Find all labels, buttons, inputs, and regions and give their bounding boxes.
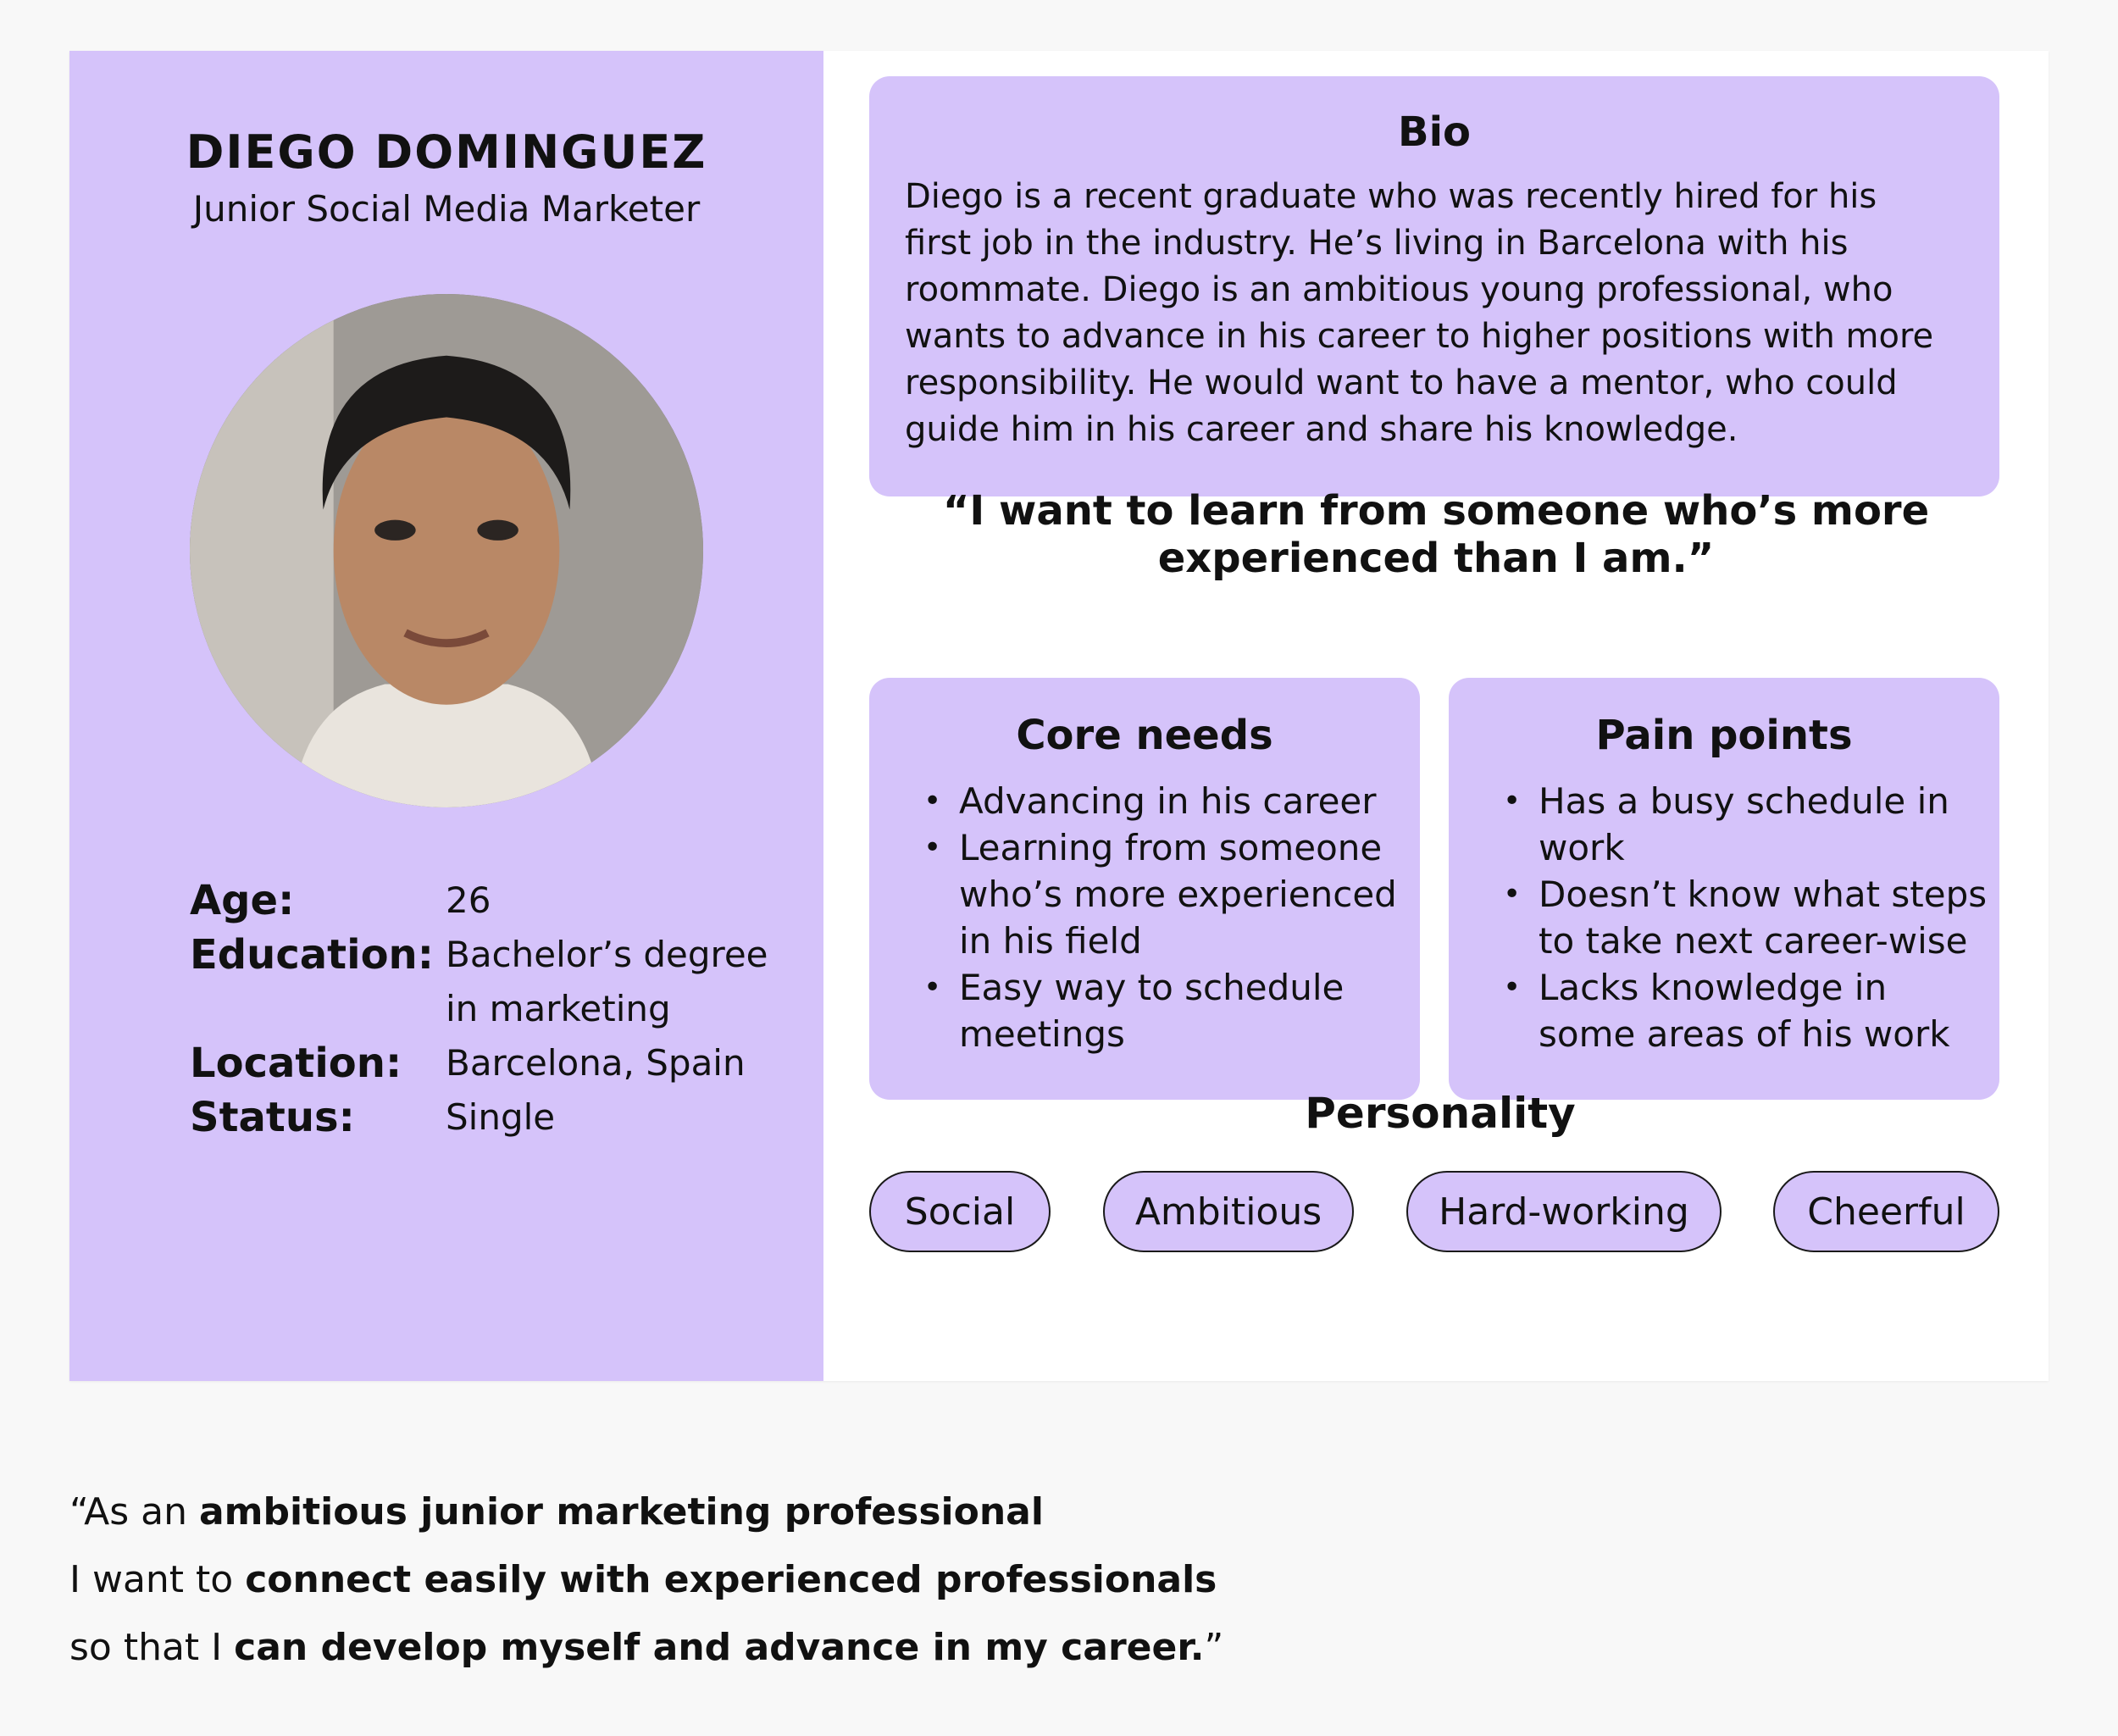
list-item bbox=[920, 964, 1397, 1057]
persona-quote bbox=[822, 487, 2050, 582]
persona-role: Junior Social Media Marketer bbox=[192, 188, 701, 230]
user-story-text: ” bbox=[1204, 1626, 1224, 1669]
list-item-text: • Advancing in his career bbox=[959, 780, 1377, 822]
bio-text bbox=[905, 174, 2006, 453]
bio-line: guide him in his career and share his knowledge. bbox=[905, 410, 1738, 449]
fact-value-education-line2: in marketing bbox=[446, 988, 671, 1029]
user-story-text: I want to bbox=[69, 1558, 246, 1601]
trait-pill-social: Social bbox=[869, 1171, 1051, 1252]
trait-pill-cheerful: Cheerful bbox=[1773, 1171, 1999, 1252]
bio-line: Diego is a recent graduate who was recently hired for his bbox=[905, 177, 1877, 216]
user-story-emphasis: ambitious junior marketing professional bbox=[198, 1490, 1044, 1534]
user-story-text: so that I bbox=[69, 1626, 235, 1669]
fact-value-status: Single bbox=[446, 1096, 556, 1138]
persona-photo bbox=[190, 294, 703, 807]
trait-pill-ambitious: Ambitious bbox=[1103, 1171, 1354, 1252]
quote-line: experienced than I am.” bbox=[1157, 535, 1715, 582]
bio-box bbox=[869, 76, 1999, 496]
fact-value-location: Barcelona, Spain bbox=[446, 1042, 746, 1084]
list-item bbox=[920, 824, 1397, 964]
user-story-line-1 bbox=[69, 1478, 1223, 1546]
bio-title: Bio bbox=[1397, 108, 1471, 156]
fact-label-location: Location: bbox=[190, 1040, 402, 1087]
personality-title: Personality bbox=[1305, 1089, 1576, 1138]
user-story-text: “As an bbox=[69, 1490, 199, 1534]
fact-label-age: Age: bbox=[190, 877, 295, 924]
user-story-line-3 bbox=[69, 1614, 1223, 1682]
list-item-text: in his field bbox=[959, 920, 1142, 962]
list-item-text: to take next career-wise bbox=[1539, 920, 1968, 962]
list-item bbox=[920, 778, 1397, 824]
fact-value-age: 26 bbox=[446, 879, 491, 921]
user-story-emphasis: connect easily with experienced professionals bbox=[245, 1558, 1217, 1601]
core-needs-box bbox=[869, 678, 1420, 1100]
list-item-text: • Easy way to schedule bbox=[959, 967, 1345, 1008]
persona-sidebar bbox=[69, 51, 823, 1381]
portrait-illustration bbox=[190, 294, 703, 807]
persona-name: DIEGO DOMINGUEZ bbox=[186, 125, 707, 179]
fact-label-status: Status: bbox=[190, 1094, 355, 1141]
user-story bbox=[69, 1478, 1223, 1682]
user-story-emphasis: can develop myself and advance in my career. bbox=[234, 1626, 1205, 1669]
bio-line: wants to advance in his career to higher positions with more bbox=[905, 317, 1934, 356]
bio-line: first job in the industry. He’s living in Barcelona with his bbox=[905, 224, 1849, 263]
pain-points-box bbox=[1449, 678, 1999, 1100]
bio-line: roommate. Diego is an ambitious young professional, who bbox=[905, 270, 1893, 309]
pain-points-list bbox=[1500, 778, 1987, 1057]
fact-value-education-line1: Bachelor’s degree bbox=[446, 934, 768, 975]
list-item-text: • Learning from someone bbox=[959, 827, 1383, 868]
fact-label-education: Education: bbox=[190, 931, 434, 979]
list-item bbox=[1500, 871, 1987, 964]
pain-points-title: Pain points bbox=[1595, 712, 1853, 759]
trait-pill-hard-working: Hard-working bbox=[1406, 1171, 1722, 1252]
user-story-line-2 bbox=[69, 1546, 1223, 1614]
core-needs-list bbox=[920, 778, 1397, 1057]
list-item bbox=[1500, 778, 1987, 871]
list-item-text: • Doesn’t know what steps bbox=[1539, 874, 1988, 915]
list-item-text: who’s more experienced bbox=[959, 874, 1397, 915]
list-item-text: meetings bbox=[959, 1013, 1125, 1055]
list-item-text: • Lacks knowledge in bbox=[1539, 967, 1888, 1008]
list-item-text: work bbox=[1539, 827, 1625, 868]
core-needs-title: Core needs bbox=[1016, 712, 1273, 759]
quote-line: “I want to learn from someone who’s more bbox=[942, 487, 1930, 535]
list-item-text: some areas of his work bbox=[1539, 1013, 1950, 1055]
list-item-text: • Has a busy schedule in bbox=[1539, 780, 1949, 822]
bio-line: responsibility. He would want to have a mentor, who could bbox=[905, 363, 1898, 402]
list-item bbox=[1500, 964, 1987, 1057]
